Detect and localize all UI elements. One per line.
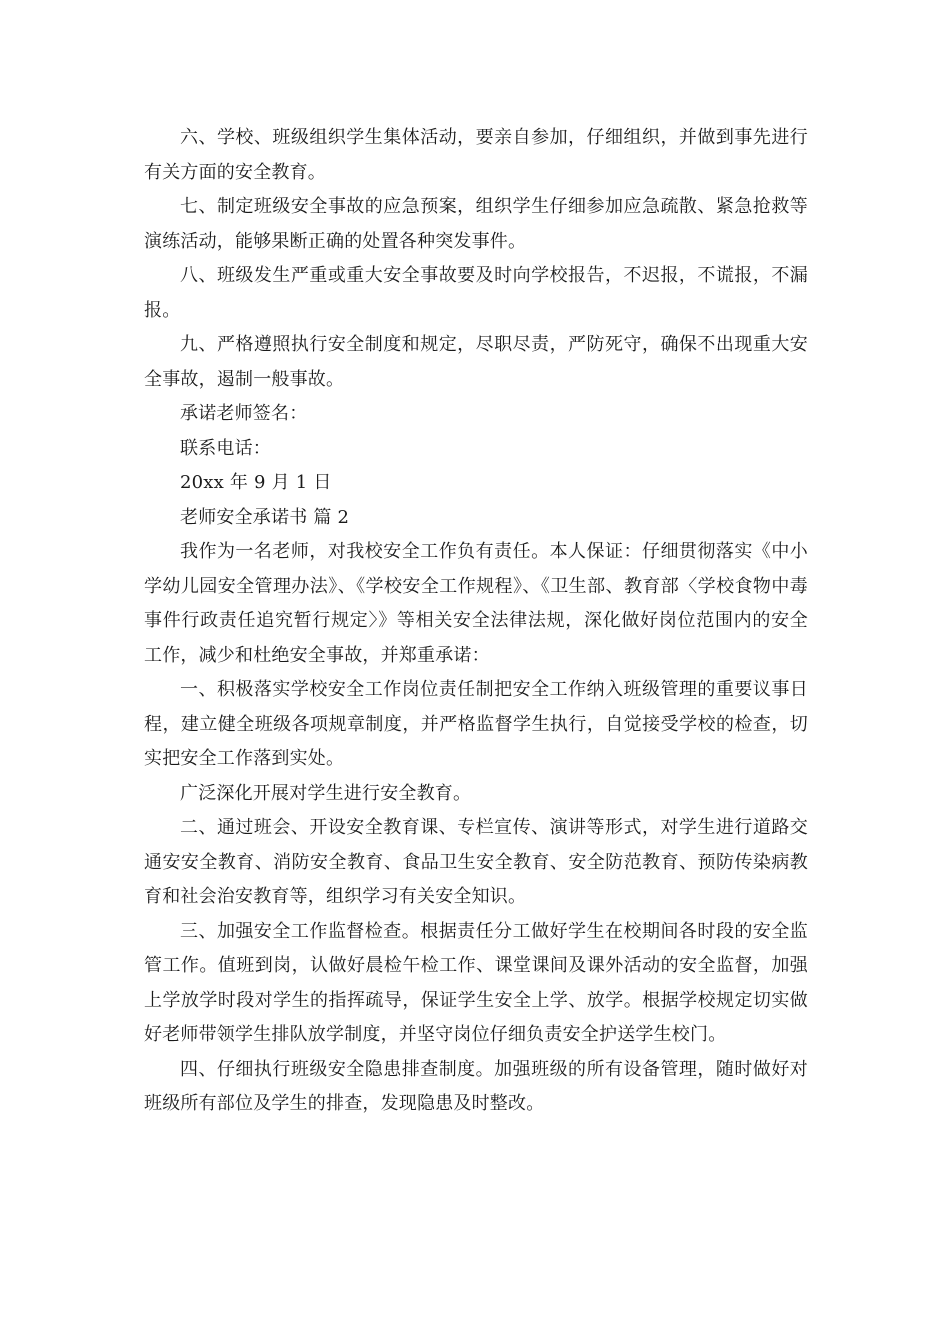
- paragraph-note: 广泛深化开展对学生进行安全教育。: [180, 782, 472, 804]
- paragraph-item-1: 一、积极落实学校安全工作岗位责任制把安全工作纳入班级管理的重要议事日程，建立健全班级各项规章制度，并严格监督学生执行，自觉接受学校的检查，切实把安全工作落到实处。: [144, 679, 808, 769]
- document-body: [144, 121, 808, 1122]
- paragraph-item-8: 八、班级发生严重或重大安全事故要及时向学校报告，不迟报，不谎报，不漏报。: [144, 265, 808, 321]
- date-line: 20xx 年 9 月 1 日: [180, 472, 332, 493]
- paragraph-item-9: 九、严格遵照执行安全制度和规定，尽职尽责，严防死守，确保不出现重大安全事故，遏制一般事故。: [144, 334, 808, 390]
- paragraph-item-6: 六、学校、班级组织学生集体活动，要亲自参加，仔细组织，并做到事先进行有关方面的安全教育。: [144, 127, 808, 183]
- intro-paragraph: 我作为一名老师，对我校安全工作负有责任。本人保证：仔细贯彻落实《中小学幼儿园安全管理办法》、《学校安全工作规程》、《卫生部、教育部〈学校食物中毒事件行政责任追究暂行规定〉》等相关安全法律法规，深化做好岗位范围内的安全工作，减少和杜绝安全事故，并郑重承诺：: [144, 541, 808, 666]
- paragraph-item-4: 四、仔细执行班级安全隐患排查制度。加强班级的所有设备管理，随时做好对班级所有部位及学生的排查，发现隐患及时整改。: [144, 1058, 808, 1114]
- section-title: 老师安全承诺书 篇 2: [180, 506, 350, 528]
- paragraph-item-2: 二、通过班会、开设安全教育课、专栏宣传、演讲等形式，对学生进行道路交通安安全教育、消防安全教育、食品卫生安全教育、安全防范教育、预防传染病教育和社会治安教育等，组织学习有关安全知识。: [144, 817, 808, 907]
- signature-line: 承诺老师签名：: [180, 403, 308, 424]
- paragraph-item-7: 七、制定班级安全事故的应急预案，组织学生仔细参加应急疏散、紧急抢救等演练活动，能够果断正确的处置各种突发事件。: [144, 196, 808, 252]
- paragraph-item-3: 三、加强安全工作监督检查。根据责任分工做好学生在校期间各时段的安全监管工作。值班到岗，认做好晨检午检工作、课堂课间及课外活动的安全监督，加强上学放学时段对学生的指挥疏导，保证学生安全上学、放学。根据学校规定切实做好老师带领学生排队放学制度，并坚守岗位仔细负责安全护送学生校门。: [144, 920, 808, 1045]
- phone-line: 联系电话：: [180, 437, 271, 459]
